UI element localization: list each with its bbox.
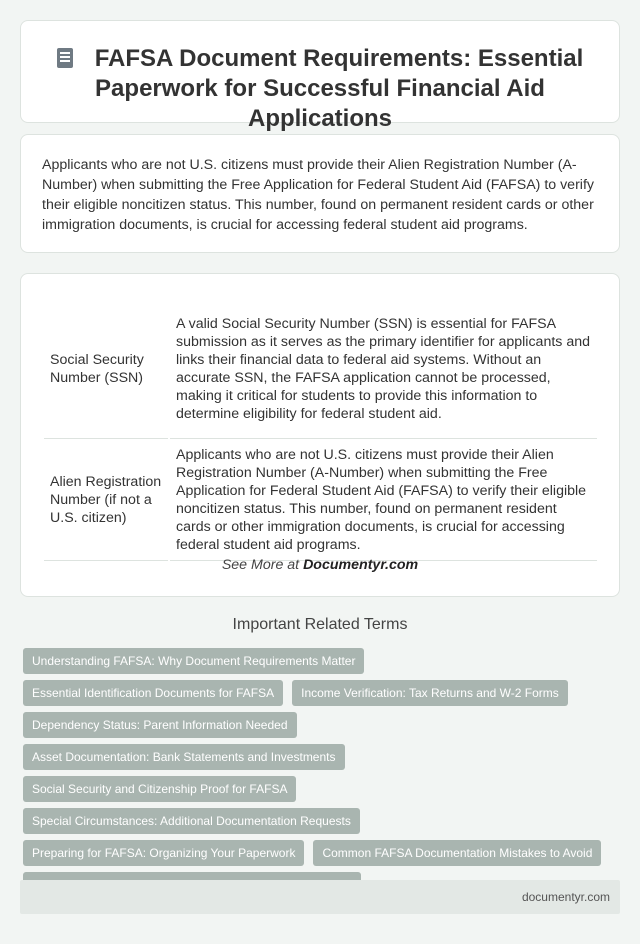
document-icon xyxy=(57,48,73,68)
related-term-tag[interactable]: Essential Identification Documents for FAFSA xyxy=(23,680,283,706)
table-row xyxy=(44,439,597,561)
related-term-tag[interactable]: Asset Documentation: Bank Statements and Investments xyxy=(23,744,345,770)
related-terms-list xyxy=(20,648,630,904)
related-term-tag[interactable]: Special Circumstances: Additional Documentation Requests xyxy=(23,808,360,834)
related-term-tag[interactable]: Preparing for FAFSA: Organizing Your Paperwork xyxy=(23,840,304,866)
related-terms-title: Important Related Terms xyxy=(232,616,408,633)
header-card xyxy=(20,20,620,132)
requirements-card xyxy=(20,273,620,597)
related-term-tag[interactable]: Social Security and Citizenship Proof for FAFSA xyxy=(23,776,296,802)
row-description: Applicants who are not U.S. citizens must provide their Alien Registration Number (A-Number) when submitting the Free Application for Federal Student Aid (FAFSA) to verify their eligible noncitizen status. This number, found on permanent resident cards or other immigration documents, is crucial for accessing federal student aid programs. xyxy=(170,439,597,561)
footer-site-link[interactable]: documentyr.com xyxy=(521,890,610,904)
row-label: Alien Registration Number (if not a U.S. citizen) xyxy=(44,439,168,561)
row-description: A valid Social Security Number (SSN) is essential for FAFSA submission as it serves as the primary identifier for applicants and links their financial data to federal aid systems. Without an accurate SSN, the FAFSA application cannot be processed, making it critical for students to provide this information to determine eligibility for federal student aid. xyxy=(170,299,597,439)
related-term-tag[interactable]: Understanding FAFSA: Why Document Requirements Matter xyxy=(23,648,364,674)
related-term-tag[interactable]: Common FAFSA Documentation Mistakes to Avoid xyxy=(313,840,601,866)
table-row xyxy=(44,299,597,439)
see-more-prefix: See More at xyxy=(221,557,304,573)
related-term-tag[interactable]: Dependency Status: Parent Information Needed xyxy=(23,712,297,738)
page-title xyxy=(31,44,609,134)
intro-card xyxy=(20,134,620,253)
intro-paragraph: Applicants who are not U.S. citizens must provide their Alien Registration Number (A-Number) when submitting the Free Application for Federal Student Aid (FAFSA) to verify their eligible noncitizen status. This number, found on permanent resident cards or other immigration documents, is crucial for accessing federal student aid programs. xyxy=(42,157,594,233)
page-title-text: FAFSA Document Requirements: Essential Paperwork for Successful Financial Aid Applications xyxy=(94,45,584,132)
see-more-site[interactable]: Documentyr.com xyxy=(303,557,419,573)
related-term-tag[interactable]: Income Verification: Tax Returns and W-2 Forms xyxy=(292,680,568,706)
requirements-table xyxy=(42,299,599,561)
row-label: Social Security Number (SSN) xyxy=(44,299,168,439)
see-more-link[interactable] xyxy=(21,557,619,573)
footer xyxy=(20,880,620,914)
